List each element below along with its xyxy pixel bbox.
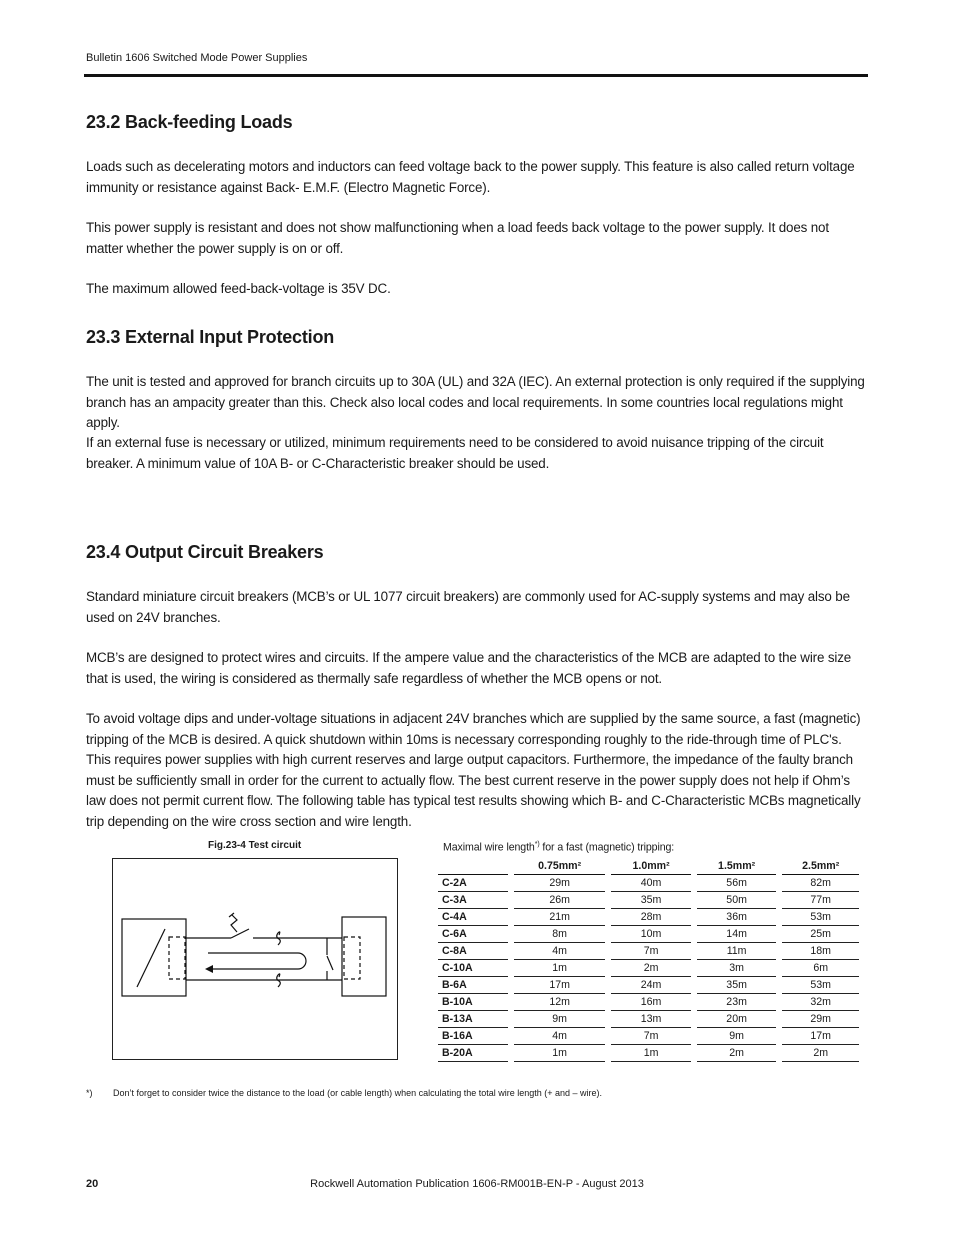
- table-cell: 35m: [694, 977, 780, 994]
- table-cell: 29m: [511, 875, 608, 892]
- header-rule: [84, 74, 868, 77]
- test-circuit-figure: [112, 858, 398, 1060]
- table-cell: 25m: [779, 926, 859, 943]
- column-header: 1.5mm²: [694, 858, 780, 875]
- supply-slash: [137, 929, 165, 987]
- table-cell: 3m: [694, 960, 780, 977]
- paragraph: The unit is tested and approved for branch circuits up to 30A (UL) and 32A (IEC). An external protection is only required if the supplying branch has an ampacity greater than this. Check also local codes and local requirements. In some countries local regulations might apply.: [86, 374, 865, 430]
- table-cell: 2m: [694, 1045, 780, 1062]
- breaker-label: C-2A: [438, 875, 511, 892]
- table-cell: 7m: [608, 1028, 694, 1045]
- publication-line: Rockwell Automation Publication 1606-RM001B-EN-P - August 2013: [310, 1178, 644, 1190]
- table-row: [438, 1028, 859, 1045]
- table-cell: 6m: [779, 960, 859, 977]
- paragraph: The maximum allowed feed-back-voltage is 35V DC.: [86, 281, 391, 296]
- table-cell: 77m: [779, 892, 859, 909]
- breaker-label: B-10A: [438, 994, 511, 1011]
- table-row: [438, 960, 859, 977]
- table-cell: 1m: [511, 1045, 608, 1062]
- table-cell: 21m: [511, 909, 608, 926]
- figure-caption: Fig.23-4 Test circuit: [208, 840, 302, 851]
- table-cell: 7m: [608, 943, 694, 960]
- load-block: [342, 917, 386, 996]
- column-header: 0.75mm²: [511, 858, 608, 875]
- table-cell: 9m: [694, 1028, 780, 1045]
- table-row: [438, 926, 859, 943]
- table-cell: 53m: [779, 977, 859, 994]
- footnote-text: Don’t forget to consider twice the distance to the load (or cable length) when calculating the total wire length (+ and – wire).: [113, 1088, 603, 1098]
- footnote-reference: *): [534, 841, 540, 848]
- table-cell: 24m: [608, 977, 694, 994]
- paragraph: MCB’s are designed to protect wires and circuits. If the ampere value and the characteristics of the MCB are adapted to the wire size that is used, the wiring is considered as thermally safe regardless of whether the MCB opens or not.: [86, 650, 852, 686]
- breaker-label: C-10A: [438, 960, 511, 977]
- power-supply-block: [122, 919, 186, 996]
- table-caption: [443, 841, 674, 854]
- table-cell: 14m: [694, 926, 780, 943]
- table-cell: 13m: [608, 1011, 694, 1028]
- table-cell: 28m: [608, 909, 694, 926]
- table-cell: 40m: [608, 875, 694, 892]
- table-cell: 32m: [779, 994, 859, 1011]
- column-header: 1.0mm²: [608, 858, 694, 875]
- table-header-blank: [438, 858, 511, 875]
- table-caption-text: for a fast (magnetic) tripping:: [539, 841, 675, 854]
- table-cell: 9m: [511, 1011, 608, 1028]
- table-cell: 82m: [779, 875, 859, 892]
- page-number: 20: [86, 1178, 99, 1190]
- table-row: [438, 977, 859, 994]
- table-cell: 17m: [779, 1028, 859, 1045]
- paragraph: Loads such as decelerating motors and inductors can feed voltage back to the power supply. This feature is also called return voltage immunity or resistance against Back- E.M.F. (Electro Magnetic Force).: [86, 159, 855, 195]
- table-cell: 11m: [694, 943, 780, 960]
- table-cell: 26m: [511, 892, 608, 909]
- table-cell: 56m: [694, 875, 780, 892]
- table-cell: 4m: [511, 943, 608, 960]
- table-row: [438, 1045, 859, 1062]
- test-circuit-diagram: [113, 859, 397, 1059]
- table-cell: 12m: [511, 994, 608, 1011]
- table-row: [438, 909, 859, 926]
- section-heading-23-2: 23.2 Back-feeding Loads: [86, 112, 293, 132]
- paragraph: If an external fuse is necessary or utilized, minimum requirements need to be considered to avoid nuisance tripping of the circuit breaker. A minimum value of 10A B- or C-Characteristic breaker should be used.: [86, 435, 824, 471]
- breaker-label: C-8A: [438, 943, 511, 960]
- table-cell: 18m: [779, 943, 859, 960]
- wire-length-table: [438, 858, 859, 1062]
- breaker-label: B-20A: [438, 1045, 511, 1062]
- paragraph: Standard miniature circuit breakers (MCB’s or UL 1077 circuit breakers) are commonly used for AC-supply systems and may also be used on 24V branches.: [86, 589, 850, 625]
- paragraph: This power supply is resistant and does not show malfunctioning when a load feeds back voltage to the power supply. It does not matter whether the power supply is on or off.: [86, 220, 829, 256]
- table-cell: 35m: [608, 892, 694, 909]
- table-row: [438, 943, 859, 960]
- table-cell: 53m: [779, 909, 859, 926]
- breaker-label: C-6A: [438, 926, 511, 943]
- table-caption-text: Maximal wire length: [443, 841, 535, 854]
- table-cell: 23m: [694, 994, 780, 1011]
- table-row: [438, 892, 859, 909]
- table-cell: 50m: [694, 892, 780, 909]
- column-header: 2.5mm²: [779, 858, 859, 875]
- table-cell: 20m: [694, 1011, 780, 1028]
- table-cell: 4m: [511, 1028, 608, 1045]
- paragraph: To avoid voltage dips and under-voltage situations in adjacent 24V branches which are supplied by the same source, a fast (magnetic) tripping of the MCB is desired. A quick shutdown within 10ms is necessary corresponding roughly to the ride-through time of PLC's. This requires power supplies with high current reserves and large output capacitors. Furthermore, the impedance of the faulty branch must be sufficiently small in order for the current to actually flow. The best current reserve in the power supply does not help if Ohm’s law does not permit current flow. The following table has typical test results showing which B- and C-Characteristic MCBs magnetically trip depending on the wire cross section and wire length.: [86, 711, 861, 829]
- table-row: [438, 994, 859, 1011]
- table-row: [438, 875, 859, 892]
- section-heading-23-3: 23.3 External Input Protection: [86, 327, 335, 347]
- table-header-row: [438, 858, 859, 875]
- table-cell: 10m: [608, 926, 694, 943]
- table-row: [438, 1011, 859, 1028]
- breaker-label: B-13A: [438, 1011, 511, 1028]
- section-heading-23-4: 23.4 Output Circuit Breakers: [86, 542, 324, 562]
- running-header: Bulletin 1606 Switched Mode Power Supplies: [86, 52, 308, 64]
- footnote-mark: *): [86, 1088, 93, 1098]
- table-cell: 8m: [511, 926, 608, 943]
- table-cell: 16m: [608, 994, 694, 1011]
- table-cell: 36m: [694, 909, 780, 926]
- breaker-label: C-3A: [438, 892, 511, 909]
- table-cell: 1m: [608, 1045, 694, 1062]
- table-cell: 17m: [511, 977, 608, 994]
- table-cell: 1m: [511, 960, 608, 977]
- breaker-label: C-4A: [438, 909, 511, 926]
- table-cell: 2m: [779, 1045, 859, 1062]
- table-cell: 2m: [608, 960, 694, 977]
- table-cell: 29m: [779, 1011, 859, 1028]
- breaker-label: B-6A: [438, 977, 511, 994]
- breaker-label: B-16A: [438, 1028, 511, 1045]
